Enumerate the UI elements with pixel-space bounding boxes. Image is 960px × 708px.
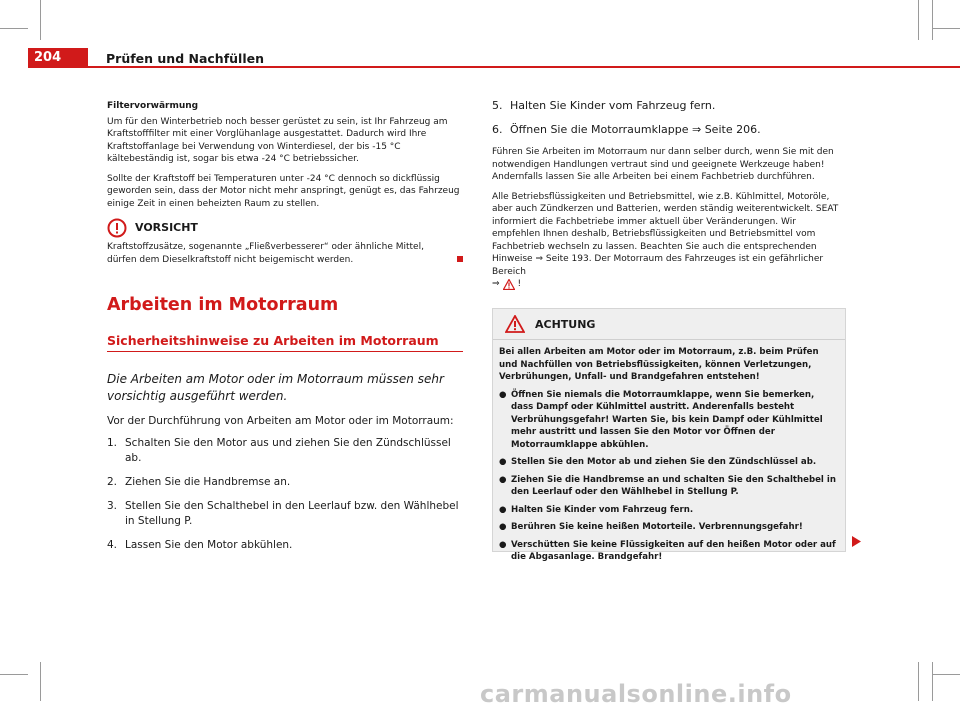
- list-item: ● Stellen Sie den Motor ab und ziehen Sie den Zündschlüssel ab.: [499, 457, 817, 467]
- list-item: 3. Stellen Sie den Schalthebel in den Leerlauf bzw. den Wählhebel in Stellung P.: [107, 500, 459, 527]
- list-item: 4. Lassen Sie den Motor abkühlen.: [107, 539, 293, 551]
- crop-mark: [918, 662, 919, 701]
- sub-heading: Sicherheitshinweise zu Arbeiten im Motorraum: [107, 335, 463, 353]
- arrow-ref: ⇒: [492, 279, 500, 289]
- steps-list-right: [492, 98, 846, 137]
- watermark: carmanualsonline.info: [480, 680, 792, 708]
- end-marker-icon: [457, 256, 463, 262]
- list-item: 5. Halten Sie Kinder vom Fahrzeug fern.: [492, 99, 716, 112]
- achtung-title: ACHTUNG: [535, 317, 596, 331]
- continue-arrow-icon: [852, 536, 861, 547]
- filter-paragraph-1: Um für den Winterbetrieb noch besser gerüstet zu sein, ist Ihr Fahrzeug am Kraftstofffilter mit einer Vorglühanlage ausgestattet. Dadurch wird Ihre Kraftstoffanlage bei Verwendung von Winterdiesel, der bis -15 °C kältebeständig ist, sogar bis etwa -24 °C betriebssicher.: [107, 116, 448, 164]
- warning-triangle-icon: [505, 315, 525, 333]
- filter-paragraph-2: Sollte der Kraftstoff bei Temperaturen unter -24 °C dennoch so dickflüssig geworden sein, dass der Motor nicht mehr anspringt, genügt es, das Fahrzeug einige Zeit in einen beheizten Raum zu stellen.: [107, 173, 460, 209]
- list-item: ● Öffnen Sie niemals die Motorraumklappe, wenn Sie bemerken, dass Dampf oder Kühlmittel austritt. Anderenfalls besteht Verbrühungsgefahr! Warten Sie, bis kein Dampf oder Kühlmittel mehr austritt und lassen Sie den Motor vor Öffnen der Motorraumklappe abkühlen.: [499, 389, 823, 450]
- list-item: ● Berühren Sie keine heißen Motorteile. Verbrennungsgefahr!: [499, 522, 803, 532]
- list-item: ● Halten Sie Kinder vom Fahrzeug fern.: [499, 504, 694, 515]
- left-column: [107, 100, 463, 562]
- warning-triangle-icon: [503, 279, 515, 290]
- vorsicht-header: [107, 218, 463, 238]
- danger-ref: [492, 278, 846, 291]
- caution-icon: [107, 218, 127, 238]
- list-item: 6. Öffnen Sie die Motorraumklappe ⇒ Seite 206.: [492, 123, 761, 136]
- crop-mark: [932, 662, 933, 701]
- achtung-box: [492, 308, 846, 562]
- crop-mark: [0, 28, 28, 29]
- list-item: 1. Schalten Sie den Motor aus und ziehen Sie den Zündschlüssel ab.: [107, 437, 451, 464]
- vorsicht-title: VORSICHT: [135, 220, 198, 234]
- steps-list-left: [107, 436, 463, 553]
- crop-mark: [932, 28, 960, 29]
- list-item: ● Ziehen Sie die Handbremse an und schalten Sie den Schalthebel in den Leerlauf oder den Wählhebel in Stellung P.: [499, 474, 836, 497]
- crop-mark: [0, 674, 28, 675]
- exclamation-mark: !: [517, 279, 522, 289]
- achtung-body: [493, 340, 845, 564]
- right-paragraph-2: Alle Betriebsflüssigkeiten und Betriebsmittel, wie z.B. Kühlmittel, Motoröle, aber auch Zündkerzen und Batterien, werden ständig weiterentwickelt. SEAT informiert die Fachbetriebe immer aktuell über Veränderungen. Wir empfehlen Ihnen deshalb, Betriebsflüssigkeiten und Betriebsmittel vom Fachbetrieb wechseln zu lassen. Beachten Sie auch die entsprechenden Hinweise ⇒ Seite 193. Der Motorraum des Fahrzeuges ist ein gefährlicher Bereich: [492, 191, 839, 277]
- crop-mark: [918, 0, 919, 40]
- crop-mark: [40, 662, 41, 701]
- before-text: Vor der Durchführung von Arbeiten am Motor oder im Motorraum:: [107, 415, 454, 427]
- crop-mark: [40, 0, 41, 40]
- right-paragraph-1: Führen Sie Arbeiten im Motorraum nur dann selber durch, wenn Sie mit den notwendigen Handlungen vertraut sind und geeignete Werkzeuge haben! Andernfalls lassen Sie alle Arbeiten bei einem Fachbetrieb durchführen.: [492, 147, 834, 182]
- section-title: Prüfen und Nachfüllen: [106, 51, 264, 66]
- crop-mark: [932, 0, 933, 40]
- achtung-header: [493, 309, 845, 340]
- page-number: 204: [28, 48, 88, 68]
- filter-heading: Filtervorwärmung: [107, 101, 199, 111]
- achtung-intro: Bei allen Arbeiten am Motor oder im Motorraum, z.B. beim Prüfen und Nachfüllen von Betriebsflüssigkeiten, können Verletzungen, Verbrühungen, Unfall- und Brandgefahren entstehen!: [499, 347, 819, 382]
- main-heading: Arbeiten im Motorraum: [107, 295, 339, 315]
- list-item: ● Verschütten Sie keine Flüssigkeiten auf den heißen Motor oder auf die Abgasanlage. Brandgefahr!: [499, 539, 836, 562]
- right-column: [492, 98, 846, 291]
- crop-mark: [932, 674, 960, 675]
- header-rule: [88, 66, 960, 68]
- vorsicht-text: Kraftstoffzusätze, sogenannte „Fließverbesserer“ oder ähnliche Mittel, dürfen dem Dieselkraftstoff nicht beigemischt werden.: [107, 242, 424, 265]
- vorsicht-body: [107, 241, 463, 266]
- intro-text: Die Arbeiten am Motor oder im Motorraum müssen sehr vorsichtig ausgeführt werden.: [107, 372, 444, 403]
- list-item: 2. Ziehen Sie die Handbremse an.: [107, 476, 291, 488]
